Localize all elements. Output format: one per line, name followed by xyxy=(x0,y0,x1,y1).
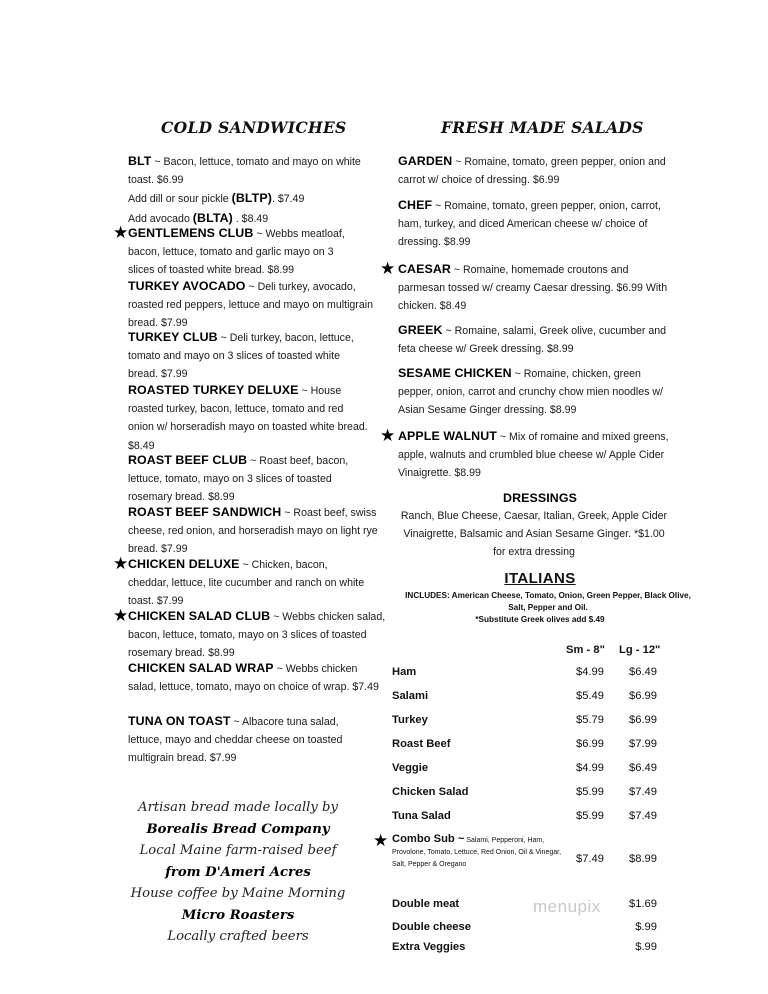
menu-item-chicken-salad-wrap: CHICKEN SALAD WRAP ~ Webbs chicken salad, lettuce, tomato, mayo on choice of wrap. $7.49 xyxy=(128,661,379,694)
col-small-header: Sm - 8" xyxy=(566,644,605,656)
salads-heading: FRESH MADE SALADS xyxy=(441,118,644,137)
menu-item-tuna-on-toast: TUNA ON TOAST ~ Albacore tuna salad, lettuce, mayo and cheddar cheese on toasted multigrain bread. $7.99 xyxy=(128,714,343,765)
italians-heading: ITALIANS xyxy=(504,570,576,587)
menu-item-chef: CHEF ~ Romaine, tomato, green pepper, onion, carrot, ham, turkey, and diced American cheese w/ choice of dressing. $8.99 xyxy=(398,198,661,249)
table-row-extra: Double meat $1.69 xyxy=(392,898,657,910)
menu-item-chicken-salad-club: CHICKEN SALAD CLUB ~ Webbs chicken salad, bacon, lettuce, tomato, mayo on 3 slices of toasted rosemary bread. $8.99 xyxy=(128,609,386,660)
italians-substitute-note: *Substitute Greek olives add $.49 xyxy=(475,615,605,624)
col-large-header: Lg - 12" xyxy=(619,644,661,656)
menu-item-sesame-chicken: SESAME CHICKEN ~ Romaine, chicken, green pepper, onion, carrot and crunchy chow mien noodles w/ Asian Sesame Ginger dressing. $8.99 xyxy=(398,366,663,417)
local-sourcing-note: Artisan bread made locally by Borealis Bread Company Local Maine farm-raised beef from D'Ameri Acres House coffee by Maine Morning Micro Roasters Locally crafted beers xyxy=(130,800,346,944)
menu-item-turkey-avocado: TURKEY AVOCADO ~ Deli turkey, avocado, roasted red peppers, lettuce and mayo on multigrain bread. $7.99 xyxy=(128,279,373,330)
item-desc: ~ Bacon, lettuce, tomato and mayo on white toast. $6.99 xyxy=(128,156,361,187)
watermark-text: menupix xyxy=(533,897,601,916)
table-row: Roast Beef $6.99 $7.99 xyxy=(392,738,657,750)
table-row: Turkey $5.79 $6.99 xyxy=(392,714,657,726)
menu-item-chicken-deluxe: CHICKEN DELUXE ~ Chicken, bacon, cheddar, lettuce, lite cucumber and ranch on white toast. $7.99 xyxy=(128,557,365,608)
star-icon: ★ xyxy=(113,606,129,625)
star-icon: ★ xyxy=(113,223,129,242)
star-icon: ★ xyxy=(380,259,396,278)
table-row: Veggie $4.99 $6.49 xyxy=(392,762,657,774)
menu-item-gentlemens-club: GENTLEMENS CLUB ~ Webbs meatloaf, bacon, lettuce, tomato and garlic mayo on 3 slices of toasted white bread. $8.99 xyxy=(128,226,345,277)
star-icon: ★ xyxy=(373,831,389,850)
table-row-extra: Double cheese $.99 xyxy=(392,921,657,933)
star-icon: ★ xyxy=(380,426,396,445)
menu-item-caesar: CAESAR ~ Romaine, homemade croutons and parmesan tossed w/ creamy Caesar dressing. $6.99 With chicken. $8.49 xyxy=(398,262,668,313)
menu-item-turkey-club: TURKEY CLUB ~ Deli turkey, bacon, lettuce, tomato and mayo on 3 slices of toasted white bread. $7.99 xyxy=(128,330,354,381)
star-icon: ★ xyxy=(113,554,129,573)
table-row: Salami $5.49 $6.99 xyxy=(392,690,657,702)
table-row-combo: Combo Sub ~ Salami, Pepperoni, Ham, Provolone, Tomato, Lettuce, Red Onion, Oil & Vinegar, Salt, Pepper & Oregano $7.49 $8.99 xyxy=(392,833,657,868)
table-row: Chicken Salad $5.99 $7.49 xyxy=(392,786,657,798)
italians-includes: INCLUDES: American Cheese, Tomato, Onion, Green Pepper, Black Olive, Salt, Pepper and Oil. xyxy=(405,591,691,612)
menu-item-roast-beef-sandwich: ROAST BEEF SANDWICH ~ Roast beef, swiss cheese, red onion, and horseradish mayo on light rye bread. $7.99 xyxy=(128,505,378,556)
menu-item-greek: GREEK ~ Romaine, salami, Greek olive, cucumber and feta cheese w/ Greek dressing. $8.99 xyxy=(398,323,667,356)
table-row: Ham $4.99 $6.49 xyxy=(392,666,657,678)
table-row-extra: Extra Veggies $.99 xyxy=(392,941,657,953)
dressings-list: Ranch, Blue Cheese, Caesar, Italian, Greek, Apple Cider Vinaigrette, Balsamic and Asian Sesame Ginger. *$1.00 for extra dressing xyxy=(400,510,668,559)
cold-sandwiches-heading: COLD SANDWICHES xyxy=(161,118,347,137)
menu-item-roasted-turkey-deluxe: ROASTED TURKEY DELUXE ~ House roasted turkey, bacon, lettuce, tomato and red onion w/ horseradish mayo on toasted white bread. $8.49 xyxy=(128,383,368,452)
menu-item-apple-walnut: APPLE WALNUT ~ Mix of romaine and mixed greens, apple, walnuts and crumbled blue cheese w/ Apple Cider Vinaigrette. $8.99 xyxy=(398,429,669,480)
item-name: BLT xyxy=(128,154,152,168)
dressings-heading: DRESSINGS xyxy=(503,491,577,505)
menu-item-garden: GARDEN ~ Romaine, tomato, green pepper, onion and carrot w/ choice of dressing. $6.99 xyxy=(398,154,666,187)
menu-item-roast-beef-club: ROAST BEEF CLUB ~ Roast beef, bacon, lettuce, tomato, mayo on 3 slices of toasted rosemary bread. $8.99 xyxy=(128,453,349,504)
table-row: Tuna Salad $5.99 $7.49 xyxy=(392,810,657,822)
menu-item-blt: BLT ~ Bacon, lettuce, tomato and mayo on white toast. $6.99 Add dill or sour pickle (BLTP). $7.49 Add avocado (BLTA) . $8.49 xyxy=(128,154,361,225)
